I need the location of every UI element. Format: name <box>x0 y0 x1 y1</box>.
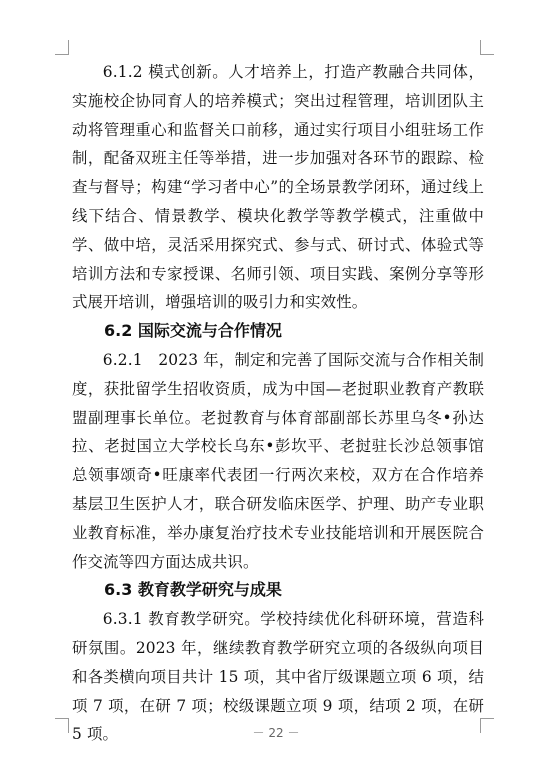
paragraph-6-2-1: 6.2.1 2023 年，制定和完善了国际交流与合作相关制度，获批留学生招收资质，成为中国—老挝职业教育产教联盟副理事长单位。老挝教育与体育部副部长苏里乌冬•孙达拉、老挝国立大学校长乌东•彭坎平、老挝驻长沙总领事馆总领事颂奇•旺康率代表团一行两次来校，双方在合作培养基层卫生医护人才，联合研发临床医学、护理、助产专业职业教育标准，举办康复治疗技术专业技能培训和开展医院合作交流等四方面达成共识。 <box>72 350 484 571</box>
paragraph-6-3-1: 6.3.1 教育教学研究。学校持续优化科研环境，营造科研氛围。2023 年，继续教育教学研究立项的各级纵向项目和各类横向项目共计 15 项，其中省厅级课题立项 6 项，结项 7 项，在研 7 项；校级课题立项 9 项，结项 2 项，在研 5 项。 <box>72 610 484 744</box>
crop-mark-top-right-v <box>480 40 481 55</box>
crop-mark-top-right-h <box>480 54 494 55</box>
crop-mark-bottom-left-h <box>55 718 69 719</box>
paragraph-6-1-2: 6.1.2 模式创新。人才培养上，打造产教融合共同体，实施校企协同育人的培养模式；突出过程管理，培训团队主动将管理重心和监督关口前移，通过实行项目小组驻场工作制，配备双班主任等举措，进一步加强对各环节的跟踪、检查与督导；构建“学习者中心”的全场景教学闭环，通过线上线下结合、情景教学、模块化教学等教学模式，注重做中学、做中培，灵活采用探究式、参与式、研讨式、体验式等培训方法和专家授课、名师引领、项目实践、案例分享等形式展开培训，增强培训的吸引力和实效性。 <box>72 63 484 312</box>
heading-6-2: 6.2 国际交流与合作情况 <box>104 321 282 341</box>
crop-mark-top-left-v <box>68 40 69 55</box>
document-body <box>72 58 484 749</box>
crop-mark-top-left-h <box>55 54 69 55</box>
page-number: － 22 － <box>252 726 300 740</box>
heading-6-3: 6.3 教育教学研究与成果 <box>104 580 282 600</box>
